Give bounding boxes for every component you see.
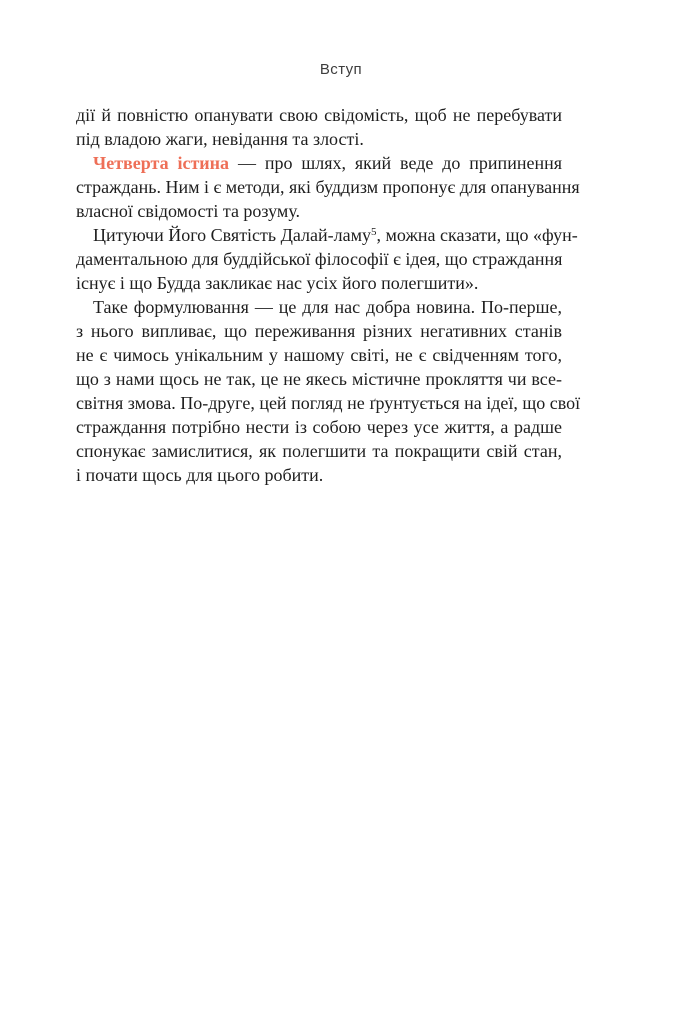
text-line: страждання потрібно нести із собою через усе життя, а радше — [76, 417, 562, 437]
text-line: світня змова. По-друге, цей погляд не ґрунтується на ідеї, що свої — [76, 393, 581, 413]
body-text — [76, 103, 581, 487]
text-line: Таке формулювання — це для нас добра новина. По-перше, — [93, 297, 562, 317]
text-line: спонукає замислитися, як полегшити та покращити свій стан, — [76, 441, 562, 461]
text-line: під владою жаги, невідання та злості. — [76, 129, 364, 149]
text-line: і почати щось для цього робити. — [76, 465, 324, 485]
page-header: Вступ — [319, 61, 363, 78]
footnote-marker: 5 — [371, 226, 377, 238]
text-line — [76, 151, 562, 175]
text-line — [76, 223, 578, 247]
text-line: існує і що Будда закликає нас усіх його полегшити». — [76, 273, 479, 293]
text-line: що з нами щось не так, це не якесь містичне прокляття чи все- — [76, 369, 562, 389]
paragraph-2 — [76, 151, 580, 223]
text-segment: Цитуючи Його Святість Далай-ламу — [93, 225, 372, 245]
text-line: даментальною для буддійської філософії є ідея, що страждання — [76, 249, 563, 269]
paragraph-4 — [76, 295, 581, 487]
text-line: власної свідомості та розуму. — [76, 201, 301, 221]
highlighted-term: Четверта істина — [93, 153, 230, 173]
text-line: з нього випливає, що переживання різних негативних станів — [76, 321, 562, 341]
text-line: страждань. Ним і є методи, які буддизм пропонує для опанування — [76, 177, 580, 197]
text-line: дії й повністю опанувати свою свідомість, щоб не перебувати — [76, 105, 562, 125]
text-segment: — про шлях, який веде до припинення — [229, 153, 562, 173]
paragraph-3 — [76, 223, 578, 295]
paragraph-1 — [76, 103, 562, 151]
text-segment: , можна сказати, що «фун- — [376, 225, 578, 245]
text-line: не є чимось унікальним у нашому світі, не є свідченням того, — [76, 345, 562, 365]
